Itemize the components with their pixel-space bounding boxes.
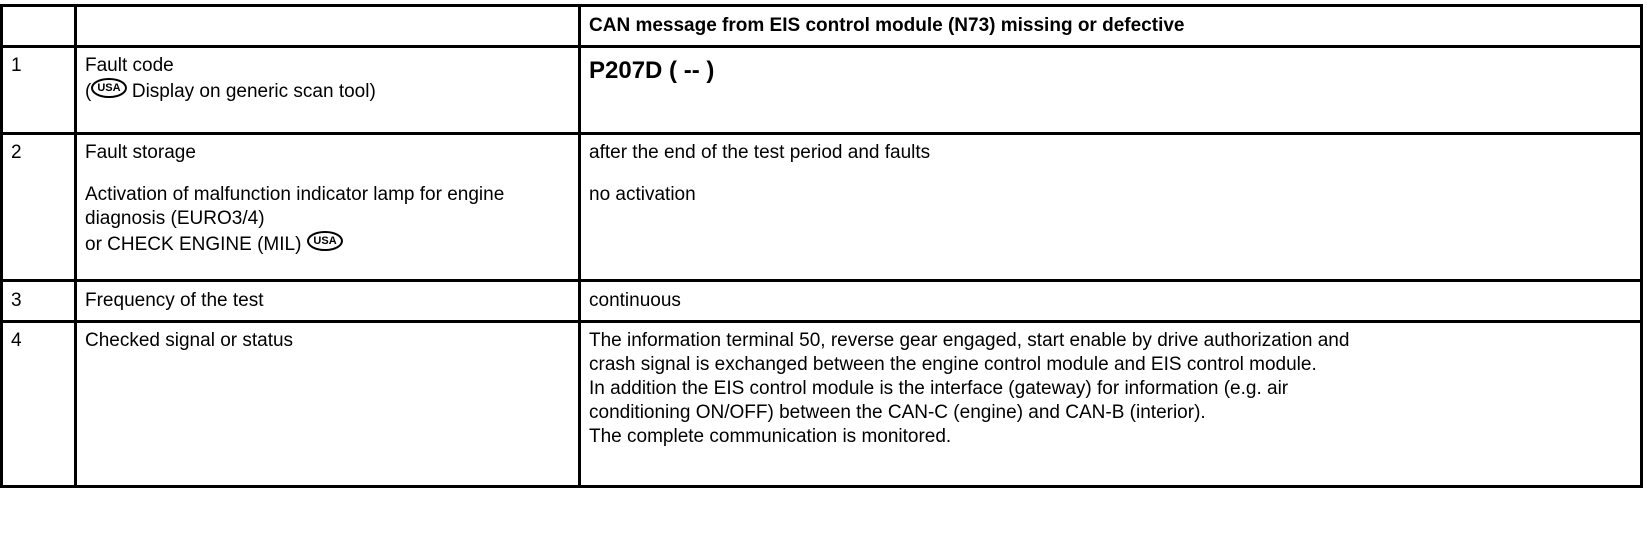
table-row bbox=[2, 281, 1642, 322]
usa-icon: USA bbox=[307, 231, 342, 251]
row-number: 3 bbox=[2, 281, 76, 322]
row-number: 2 bbox=[2, 134, 76, 281]
row-value bbox=[580, 322, 1642, 487]
check-engine-label: or CHECK ENGINE (MIL) USA bbox=[85, 231, 570, 257]
fault-code-value: P207D ( -- ) bbox=[589, 57, 715, 84]
header-title-cell bbox=[580, 6, 1642, 47]
table-row bbox=[2, 322, 1642, 487]
fault-storage-label: Fault storage bbox=[85, 142, 196, 163]
header-label-cell bbox=[76, 6, 580, 47]
header-title: CAN message from EIS control module (N73) missing or defective bbox=[589, 15, 1185, 36]
table-row bbox=[2, 47, 1642, 134]
fault-code-label: Fault code bbox=[85, 55, 174, 76]
table-row bbox=[2, 134, 1642, 281]
generic-scan-note: ( USA Display on generic scan tool) bbox=[85, 78, 570, 104]
row-number: 1 bbox=[2, 47, 76, 134]
row-label: Checked signal or status bbox=[76, 322, 580, 487]
row-label bbox=[76, 47, 580, 134]
row-value bbox=[580, 47, 1642, 134]
row-value bbox=[580, 134, 1642, 281]
row-label bbox=[76, 134, 580, 281]
usa-icon: USA bbox=[91, 78, 126, 98]
description-line: The information terminal 50, reverse gear engaged, start enable by drive authorization and bbox=[589, 330, 1350, 351]
fault-table bbox=[0, 4, 1643, 488]
description-line: crash signal is exchanged between the engine control module and EIS control module. bbox=[589, 354, 1317, 375]
fault-storage-value: after the end of the test period and faults bbox=[589, 142, 931, 163]
header-row bbox=[2, 6, 1642, 47]
row-value: continuous bbox=[580, 281, 1642, 322]
mil-activation-label: Activation of malfunction indicator lamp for engine diagnosis (EURO3/4) bbox=[85, 184, 505, 229]
description-line: conditioning ON/OFF) between the CAN-C (engine) and CAN-B (interior). bbox=[589, 402, 1206, 423]
row-number: 4 bbox=[2, 322, 76, 487]
description-line: The complete communication is monitored. bbox=[589, 426, 952, 447]
mil-activation-value: no activation bbox=[589, 184, 696, 205]
row-label: Frequency of the test bbox=[76, 281, 580, 322]
description-line: In addition the EIS control module is the interface (gateway) for information (e.g. air bbox=[589, 378, 1289, 399]
header-num-cell bbox=[2, 6, 76, 47]
